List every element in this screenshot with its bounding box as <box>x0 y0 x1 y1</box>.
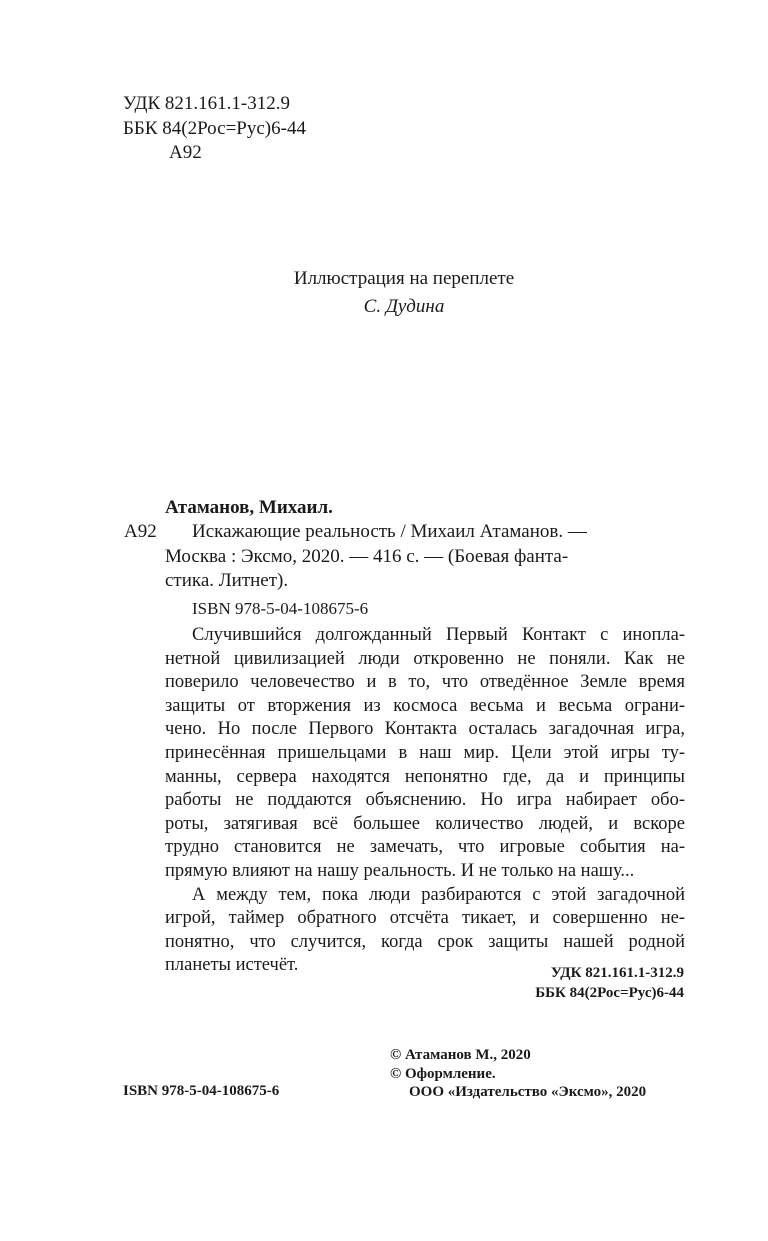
bbk-code: ББК 84(2Рос=Рус)6-44 <box>123 118 306 139</box>
isbn-footer: ISBN 978-5-04-108675-6 <box>123 1083 280 1099</box>
bib-line: стика. Литнет). <box>165 570 289 591</box>
copyright-design: © Оформление. <box>390 1066 496 1082</box>
bib-isbn: ISBN 978-5-04-108675-6 <box>192 599 369 618</box>
abstract-line: работы не поддаются объяснению. Но игра набирает обо- <box>165 790 685 811</box>
abstract-line: принесённая пришельцами в наш мир. Цели этой игры ту- <box>165 742 685 763</box>
copyright-author: © Атаманов М., 2020 <box>390 1047 531 1063</box>
bib-author: Атаманов, Михаил. <box>165 497 333 518</box>
illustration-artist: С. Дудина <box>363 296 445 317</box>
udk-code: УДК 821.161.1-312.9 <box>123 93 290 114</box>
abstract-line: чено. Но после Первого Контакта осталась загадочная игра, <box>165 719 685 740</box>
abstract-line: игрой, таймер обратного отсчёта тикает, и совершенно не- <box>165 908 685 929</box>
abstract-line: поверило человечество и в то, что отведённое Земле время <box>165 672 685 693</box>
abstract-line: прямую влияют на нашу реальность. И не только на нашу... <box>165 860 635 881</box>
abstract-line: трудно становится не замечать, что игровые события на- <box>165 837 685 858</box>
illustration-label: Иллюстрация на переплете <box>293 268 515 289</box>
abstract-line: защиты от вторжения из космоса весьма и весьма ограни- <box>165 695 685 716</box>
udk-code-footer: УДК 821.161.1-312.9 <box>550 965 684 981</box>
bib-line: Искажающие реальность / Михаил Атаманов. — <box>192 521 587 542</box>
abstract-line: А между тем, пока люди разбираются с этой загадочной <box>192 884 685 905</box>
bbk-code-footer: ББК 84(2Рос=Рус)6-44 <box>535 985 684 1001</box>
abstract-line: Случившийся долгожданный Первый Контакт с инопла- <box>192 625 685 645</box>
abstract-line: планеты истечёт. <box>165 955 299 976</box>
author-sign: А92 <box>169 142 202 163</box>
abstract-line: понятно, что случится, когда срок защиты нашей родной <box>165 931 685 952</box>
abstract-line: манны, сервера находятся непонятно где, да и принципы <box>165 766 685 787</box>
abstract-line: нетной цивилизацией люди откровенно не поняли. Как не <box>165 648 685 669</box>
abstract <box>165 624 685 978</box>
bib-line: Москва : Эксмо, 2020. — 416 с. — (Боевая фанта- <box>165 546 569 567</box>
abstract-line: роты, затягивая всё большее количество людей, и вскоре <box>165 813 685 834</box>
publisher: ООО «Издательство «Эксмо», 2020 <box>409 1084 647 1100</box>
bib-author-sign: А92 <box>124 521 157 542</box>
